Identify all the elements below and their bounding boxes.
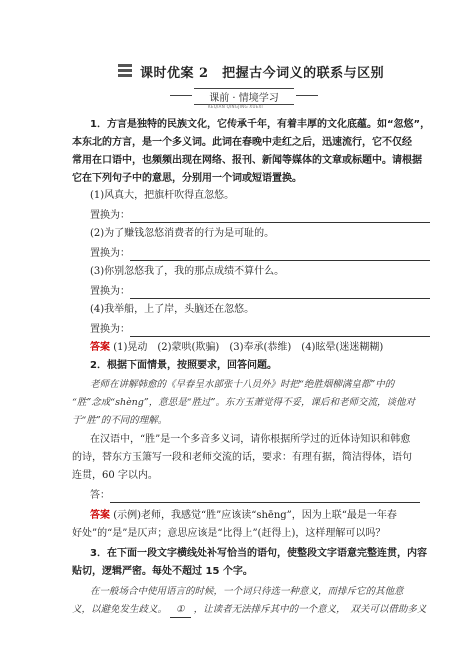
q3-line: 贴切，逻辑严密。每处不超过 15 个字。	[72, 566, 253, 577]
answer-prompt: 答：	[90, 490, 110, 501]
q1-line: 1．方言是独特的民族文化，它传承千年，有着丰厚的文化底蕴。如“忽悠”，	[90, 119, 431, 130]
section-label: 课前 · 情境学习	[194, 88, 294, 105]
q2-answer	[90, 509, 397, 523]
q1-line: 它在下列句子中的意思，分别用一个词或短语置换。	[72, 173, 302, 184]
q2-line: “胜”念成“shèng”，意思是“胜过”。东方玉萧觉得不妥，课后和老师交流，谈他对	[72, 397, 415, 408]
book-stack-icon	[118, 64, 132, 78]
section-pinyin: KEQIAN QINGJING XUEXI	[208, 104, 264, 109]
q2-line: 于“胜”的不同的理解。	[72, 415, 168, 426]
q1-sentence: (3)你别忽悠我了，我的那点成绩不算什么。	[90, 266, 285, 277]
answer-text: (1)晃动 (2)蒙哄(欺骗) (3)奉承(恭维) (4)眩晕(迷迷糊糊)	[113, 342, 384, 353]
lesson-title: 课时优案 2 把握古今词义的联系与区别	[140, 65, 385, 81]
banner-rule-right	[296, 95, 318, 96]
lesson-title-row	[118, 62, 384, 80]
answer-blank[interactable]	[110, 491, 420, 503]
q1-sentence: (4)我举船，上了岸，头脑还在忽悠。	[90, 304, 255, 315]
q3-line: 在一般场合中使用语言的时候，一个词只待选一种意义，而排斥它的其他意	[90, 586, 404, 597]
replace-label: 置换为：	[90, 324, 130, 335]
answer-blank[interactable]	[130, 249, 430, 261]
answer-label: 答案	[90, 510, 110, 521]
answer-label: 答案	[90, 342, 110, 353]
q2-line: 连贯，60 字以内。	[72, 470, 158, 481]
q2-answer-row	[90, 489, 420, 503]
q1-sentence: (2)为了赚钱忽悠消费者的行为是可耻的。	[90, 228, 275, 239]
answer-text: (示例)老师，我感觉“胜”应该读“shēng”，因为上联“最是一年春	[113, 510, 397, 521]
answer-blank[interactable]	[130, 211, 430, 223]
q2-answer-cont: 好处”的“是”是仄声；意思应该是“比得上”(赶得上)，这样理解可以吗？	[72, 528, 386, 539]
q1-line: 本东北的方言，是一个多义词。此词在春晚中走红之后，迅速流行，它不仅经	[72, 137, 412, 148]
q1-replace-row	[90, 285, 430, 299]
blank-1[interactable]: ①	[170, 603, 191, 618]
replace-label: 置换为：	[90, 210, 130, 221]
q2-line: 在汉语中，“胜”是一个多音多义词，请你根据所学过的近体诗知识和韩愈	[90, 434, 411, 445]
q3-line: 义，以避免发生歧义。	[72, 604, 168, 615]
q3-line-with-blank	[72, 603, 426, 618]
q1-answer	[90, 341, 383, 355]
q1-replace-row	[90, 209, 430, 223]
replace-label: 置换为：	[90, 248, 130, 259]
q1-line: 常用在口语中，也频频出现在网络、报刊、新闻等媒体的文章或标题中。请根据	[72, 155, 422, 166]
answer-blank[interactable]	[130, 325, 430, 337]
q1-sentence: (1)风真大，把旗杆吹得直忽悠。	[90, 190, 235, 201]
q1-replace-row	[90, 323, 430, 337]
q3-line-tail: ，让读者无法排斥其中的一个意义， 双关可以借助多义	[193, 604, 427, 615]
q3-line: 3．在下面一段文字横线处补写恰当的语句，使整段文字语意完整连贯，内容	[90, 548, 427, 559]
replace-label: 置换为：	[90, 286, 130, 297]
q2-line: 老师在讲解韩愈的《早春呈水部张十八员外》时把“绝胜烟柳满皇都”中的	[90, 379, 395, 390]
q1-replace-row	[90, 247, 430, 261]
answer-blank[interactable]	[130, 287, 430, 299]
q2-line: 的诗，替东方玉箫写一段和老师交流的话，要求：有理有据，简洁得体，语句	[72, 452, 412, 463]
section-banner	[170, 88, 320, 109]
q2-line: 2．根据下面情景，按照要求，回答问题。	[90, 360, 277, 371]
banner-rule-left	[170, 95, 192, 96]
